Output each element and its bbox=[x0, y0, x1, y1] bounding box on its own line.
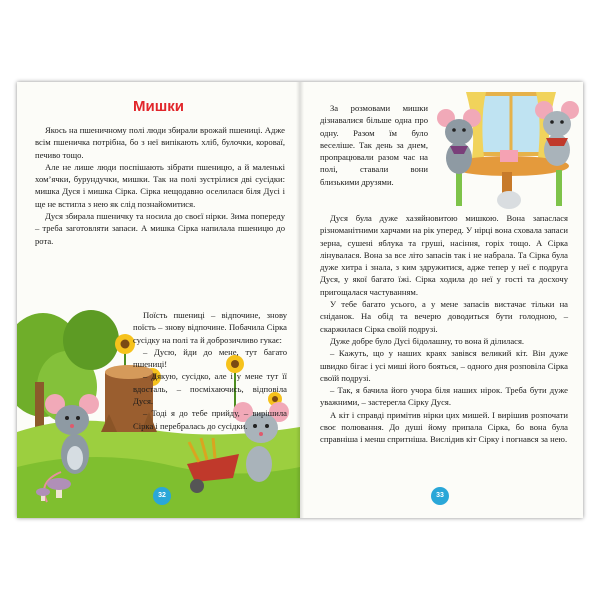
book-gutter bbox=[296, 82, 304, 518]
left-side-text bbox=[133, 309, 287, 432]
tree-crown bbox=[63, 310, 119, 370]
paragraph: – Кажуть, що у наших краях завівся великий кіт. Він дуже швидко бігає і усі миші його бояться, – одного дня розповіла Сірка своїй подрузі. bbox=[320, 348, 568, 383]
paragraph: За розмовами мишки дізнавалися більше одна про одну. Разом їм було веселіше. Так день за днем, пропрацювали разом час на полі, ставали вони близькими друзями. bbox=[320, 103, 428, 187]
paragraph: А кіт і справді примітив нірки цих мишей. І вирішив розпочати своє полювання. До душі йому припала Сірка, бо вона була справніша і менш спритніша. Вислідив кіт Сірку і погнався за нею. bbox=[320, 409, 568, 445]
left-main-text bbox=[35, 124, 285, 247]
dialogue-line: – Тоді я до тебе прийду, – вирішила Сірка і перебралась до сусідки. bbox=[133, 408, 287, 431]
paragraph: Дуже добре було Дусі бідолашну, то вона й ділилася. bbox=[330, 335, 525, 346]
right-top-text bbox=[320, 102, 428, 188]
story-title: Мишки bbox=[133, 98, 184, 115]
paragraph: Дуся збирала пшеничку та носила до своєї нірки. Зима попереду – треба заготовляти запаси. А мишка Сірка напилала пшеницю до рота. bbox=[35, 211, 285, 246]
paragraph: – Так, я бачила його учора біля наших нірок. Треба бути дуже уважними, – застерегла Сірку Дуся. bbox=[320, 385, 568, 408]
right-page bbox=[300, 82, 583, 518]
kettle bbox=[497, 191, 521, 209]
right-main-text bbox=[320, 212, 568, 446]
right-illustration bbox=[436, 88, 582, 213]
paragraph: Поїсть пшениці – відпочине, знову поїсть – знову відпочине. Побачила Сірка сусідку на полі та й доброзичливо гукає: bbox=[133, 310, 287, 345]
paragraph: Дуся була дуже хазяйновитою мишкою. Вона запаслася різноманітними харчами на рік уперед. У нірці вона сховала запаси зерна, сушені яблука та груші, насіння, горіх тощо. А Сірка лінувалася. Вона за все літо запасів так і не набрала. Та Сірка була дуже хитра і знала, з ким здружитися, адже тепер у неї є подруга Дуся, у якої багато їжі. Сірка ходила до неї у гості та досхочу пригощалася частуванням. bbox=[320, 213, 568, 297]
page-number: 32 bbox=[153, 487, 171, 505]
paragraph: У тебе багато усього, а у мене запасів вистачає тільки на сніданок. На обід та вечерю доводиться бути голодною, – скаржилася Сірка своїй подрузі. bbox=[320, 299, 568, 334]
page-number: 33 bbox=[431, 487, 449, 505]
book-spread bbox=[17, 82, 583, 518]
dialogue-line: – Дусю, йди до мене, тут багато пшениці! bbox=[133, 346, 287, 370]
paragraph: Але не лише люди поспішають зібрати пшеницю, а й маленькі хом’ячки, бурундучки, мишки. Так на полі зустрілися дві сусідки: мишка Дуся і мишка Сірка. Сірка нещодавно оселилася біля Дусі і ще не встигла з нею як слід познайомитися. bbox=[35, 161, 285, 209]
left-page bbox=[17, 82, 300, 518]
cake bbox=[500, 150, 518, 162]
paragraph: Якось на пшеничному полі люди збирали врожай пшениці. Адже всім пшеничка потрібна, бо з неї випікають хліб, булочки, короваї, печиво тощо. bbox=[35, 125, 285, 160]
dialogue-line: – Дякую, сусідко, але і у мене тут її вдосталь, – посміхаючись, відповіла Дуся. bbox=[133, 371, 287, 407]
